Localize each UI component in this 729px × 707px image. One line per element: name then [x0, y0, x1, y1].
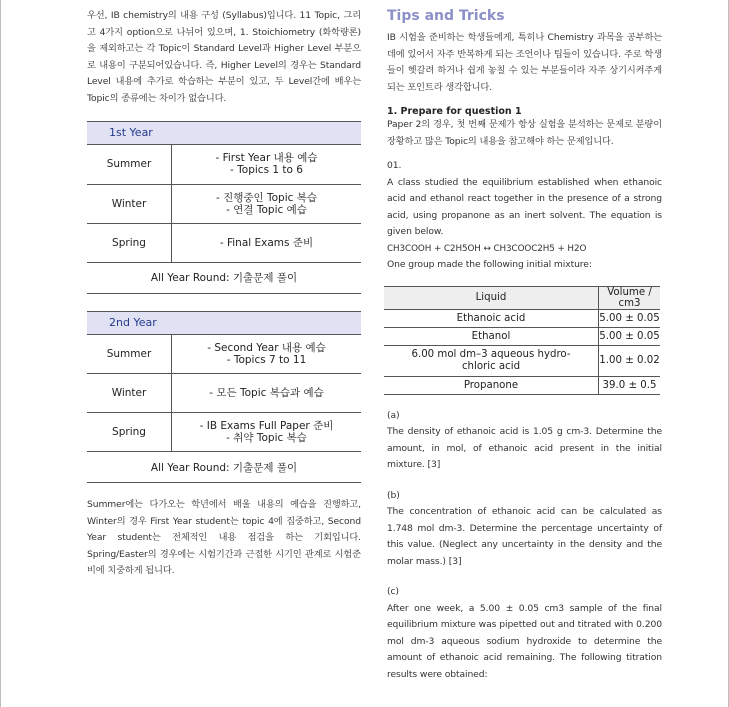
table-row — [87, 335, 361, 374]
plan-cell: - Second Year 내용 예습 - Topics 7 to 11 — [172, 335, 362, 374]
volume-cell: 39.0 ± 0.5 — [599, 376, 661, 394]
term-cell: Spring — [87, 223, 172, 262]
term-cell: Spring — [87, 413, 172, 452]
second-year-header: 2nd Year — [87, 311, 361, 335]
part-c-label: (c) — [387, 586, 399, 597]
left-page-edge — [0, 0, 1, 707]
column-header-volume: Volume / cm3 — [599, 286, 661, 309]
table-row — [87, 413, 361, 452]
column-header-liquid: Liquid — [384, 286, 599, 309]
plan-cell: - IB Exams Full Paper 준비 - 취약 Topic 복습 — [172, 413, 362, 452]
table-row — [87, 262, 361, 293]
table-row — [87, 374, 361, 413]
plan-cell: - 모든 Topic 복습과 예습 — [172, 374, 362, 413]
term-cell: Summer — [87, 145, 172, 184]
all-year-cell: All Year Round: 기출문제 풀이 — [87, 452, 361, 483]
first-year-header: 1st Year — [87, 121, 361, 145]
part-b-text: The concentration of ethanoic acid can be calculated as 1.748 mol dm-3. Determine the percentage uncertainty of this value. (Neglect any uncertainty in the density and the molar mass.) [3] — [387, 506, 662, 567]
schedule-explanation: Summer에는 다가오는 학년에서 배울 내용의 예습을 진행하고, Winter의 경우 First Year student는 topic 4에 집중하고, Second Year student는 전체적인 내용 점검을 하는 기회입니다. Spring/Easter의 경우에는 시험기간과 근접한 시기인 관계로 시험준비에 치중하게 됩니다. — [87, 499, 361, 576]
question-number: 01. — [387, 160, 402, 171]
table-row — [87, 145, 361, 184]
left-column — [87, 8, 361, 580]
section-title: 1. Prepare for question 1 — [387, 106, 522, 117]
table-header-row — [384, 286, 660, 309]
reaction-equation: CH3COOH + C2H5OH ↔ CH3COOC2H5 + H2O — [387, 243, 587, 254]
volume-cell: 5.00 ± 0.05 — [599, 327, 661, 345]
tips-intro: IB 시험을 준비하는 학생들에게, 특히나 Chemistry 과목을 공부하는데에 있어서 자주 반복하게 되는 조언이나 팁들이 있습니다. 주로 학생들이 헷갈려 하거나 쉽게 놓칠 수 있는 부분들이라 자주 상기시켜주게 되는 포인트라 생각합니다. — [387, 32, 662, 93]
plan-cell: - 진행중인 Topic 복습 - 연결 Topic 예습 — [172, 184, 362, 223]
term-cell: Winter — [87, 374, 172, 413]
term-cell: Winter — [87, 184, 172, 223]
liquid-cell: Propanone — [384, 376, 599, 394]
table-row — [384, 376, 660, 394]
liquid-cell: 6.00 mol dm–3 aqueous hydro-chloric acid — [384, 345, 599, 376]
plan-cell: - First Year 내용 예습 - Topics 1 to 6 — [172, 145, 362, 184]
mixture-line: One group made the following initial mixture: — [387, 259, 592, 270]
second-year-schedule-table — [87, 335, 361, 484]
part-c-text: After one week, a 5.00 ± 0.05 cm3 sample of the final equilibrium mixture was pipetted out and titrated with 0.200 mol dm-3 aqueous sodium hydroxide to determine the amount of ethanoic acid remaining. The following titration results were obtained: — [387, 602, 662, 680]
part-a-text: The density of ethanoic acid is 1.05 g cm-3. Determine the amount, in mol, of ethanoic acid present in the initial mixture. [3] — [387, 426, 662, 470]
plan-cell: - Final Exams 준비 — [172, 223, 362, 262]
first-year-schedule-table — [87, 145, 361, 294]
table-row — [87, 223, 361, 262]
part-a-label: (a) — [387, 409, 400, 421]
syllabus-intro: 우선, IB chemistry의 내용 구성 (Syllabus)입니다. 11 Topic, 그리고 4가지 option으로 나뉘어 있으며, 1. Stoichiometry (화학량론) 을 제외하고는 각 Topic이 Standard Level과 Higher Level 부분으로 내용이 구분되어있습니다. 즉, Higher Level의 경우는 Standard Level 내용에 추가로 학습하는 부분이 있고, 두 Level간에 배우는 Topic의 종류에는 차이가 없습니다. — [87, 10, 361, 104]
tips-title: Tips and Tricks — [387, 8, 505, 24]
volume-cell: 5.00 ± 0.05 — [599, 309, 661, 327]
all-year-cell: All Year Round: 기출문제 풀이 — [87, 262, 361, 293]
volume-cell: 1.00 ± 0.02 — [599, 345, 661, 376]
right-column — [387, 8, 662, 683]
table-row — [384, 309, 660, 327]
table-row — [384, 345, 660, 376]
liquid-cell: Ethanol — [384, 327, 599, 345]
table-row — [87, 452, 361, 483]
table-row — [87, 184, 361, 223]
term-cell: Summer — [87, 335, 172, 374]
mixture-table — [384, 286, 660, 395]
part-b-label: (b) — [387, 489, 400, 501]
liquid-cell: Ethanoic acid — [384, 309, 599, 327]
question-text: A class studied the equilibrium established when ethanoic acid and ethanol react together in the presence of a strong acid, using propanone as an inert solvent. The equation is given below. — [387, 176, 662, 237]
table-row — [384, 327, 660, 345]
section-intro: Paper 2의 경우, 첫 번째 문제가 항상 실험을 분석하는 문제로 분량이 장황하고 많은 Topic의 내용을 참고해야 하는 문제입니다. — [387, 119, 662, 147]
